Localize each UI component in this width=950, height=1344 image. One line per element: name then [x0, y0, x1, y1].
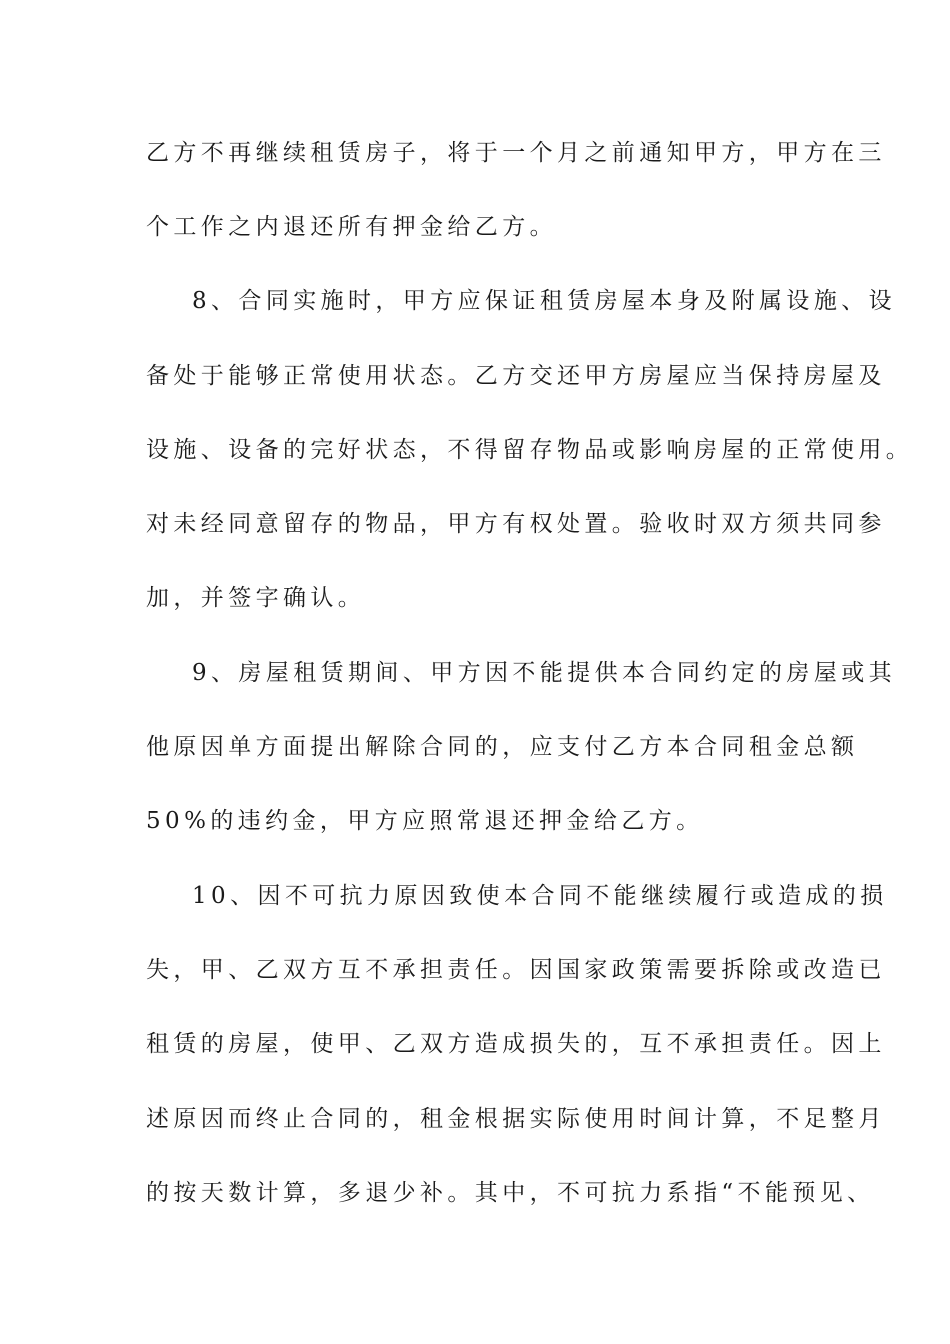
body-text-line: 他原因单方面提出解除合同的，应支付乙方本合同租金总额 [146, 734, 859, 760]
body-text-line: 的按天数计算，多退少补。其中，不可抗力系指“不能预见、 [146, 1180, 875, 1206]
paragraph-8-first-line: 8、合同实施时，甲方应保证租赁房屋本身及附属设施、设 [192, 288, 897, 314]
paragraph-9-first-line: 9、房屋租赁期间、甲方因不能提供本合同约定的房屋或其 [192, 660, 897, 686]
body-text-line: 失，甲、乙双方互不承担责任。因国家政策需要拆除或改造已 [146, 957, 886, 983]
body-text-line: 加，并签字确认。 [146, 585, 366, 611]
body-text-line: 50%的违约金，甲方应照常退还押金给乙方。 [146, 808, 704, 834]
body-text-line: 个工作之内退还所有押金给乙方。 [146, 214, 557, 240]
body-text-line: 备处于能够正常使用状态。乙方交还甲方房屋应当保持房屋及 [146, 363, 886, 389]
body-text-line: 述原因而终止合同的，租金根据实际使用时间计算，不足整月 [146, 1106, 886, 1132]
body-text-line: 对未经同意留存的物品，甲方有权处置。验收时双方须共同参 [146, 511, 886, 537]
body-text-line: 乙方不再继续租赁房子，将于一个月之前通知甲方，甲方在三 [146, 140, 886, 166]
body-text-line: 租赁的房屋，使甲、乙双方造成损失的，互不承担责任。因上 [146, 1031, 886, 1057]
body-text-line: 设施、设备的完好状态，不得留存物品或影响房屋的正常使用。 [146, 437, 914, 463]
paragraph-10-first-line: 10、因不可抗力原因致使本合同不能继续履行或造成的损 [192, 883, 888, 909]
